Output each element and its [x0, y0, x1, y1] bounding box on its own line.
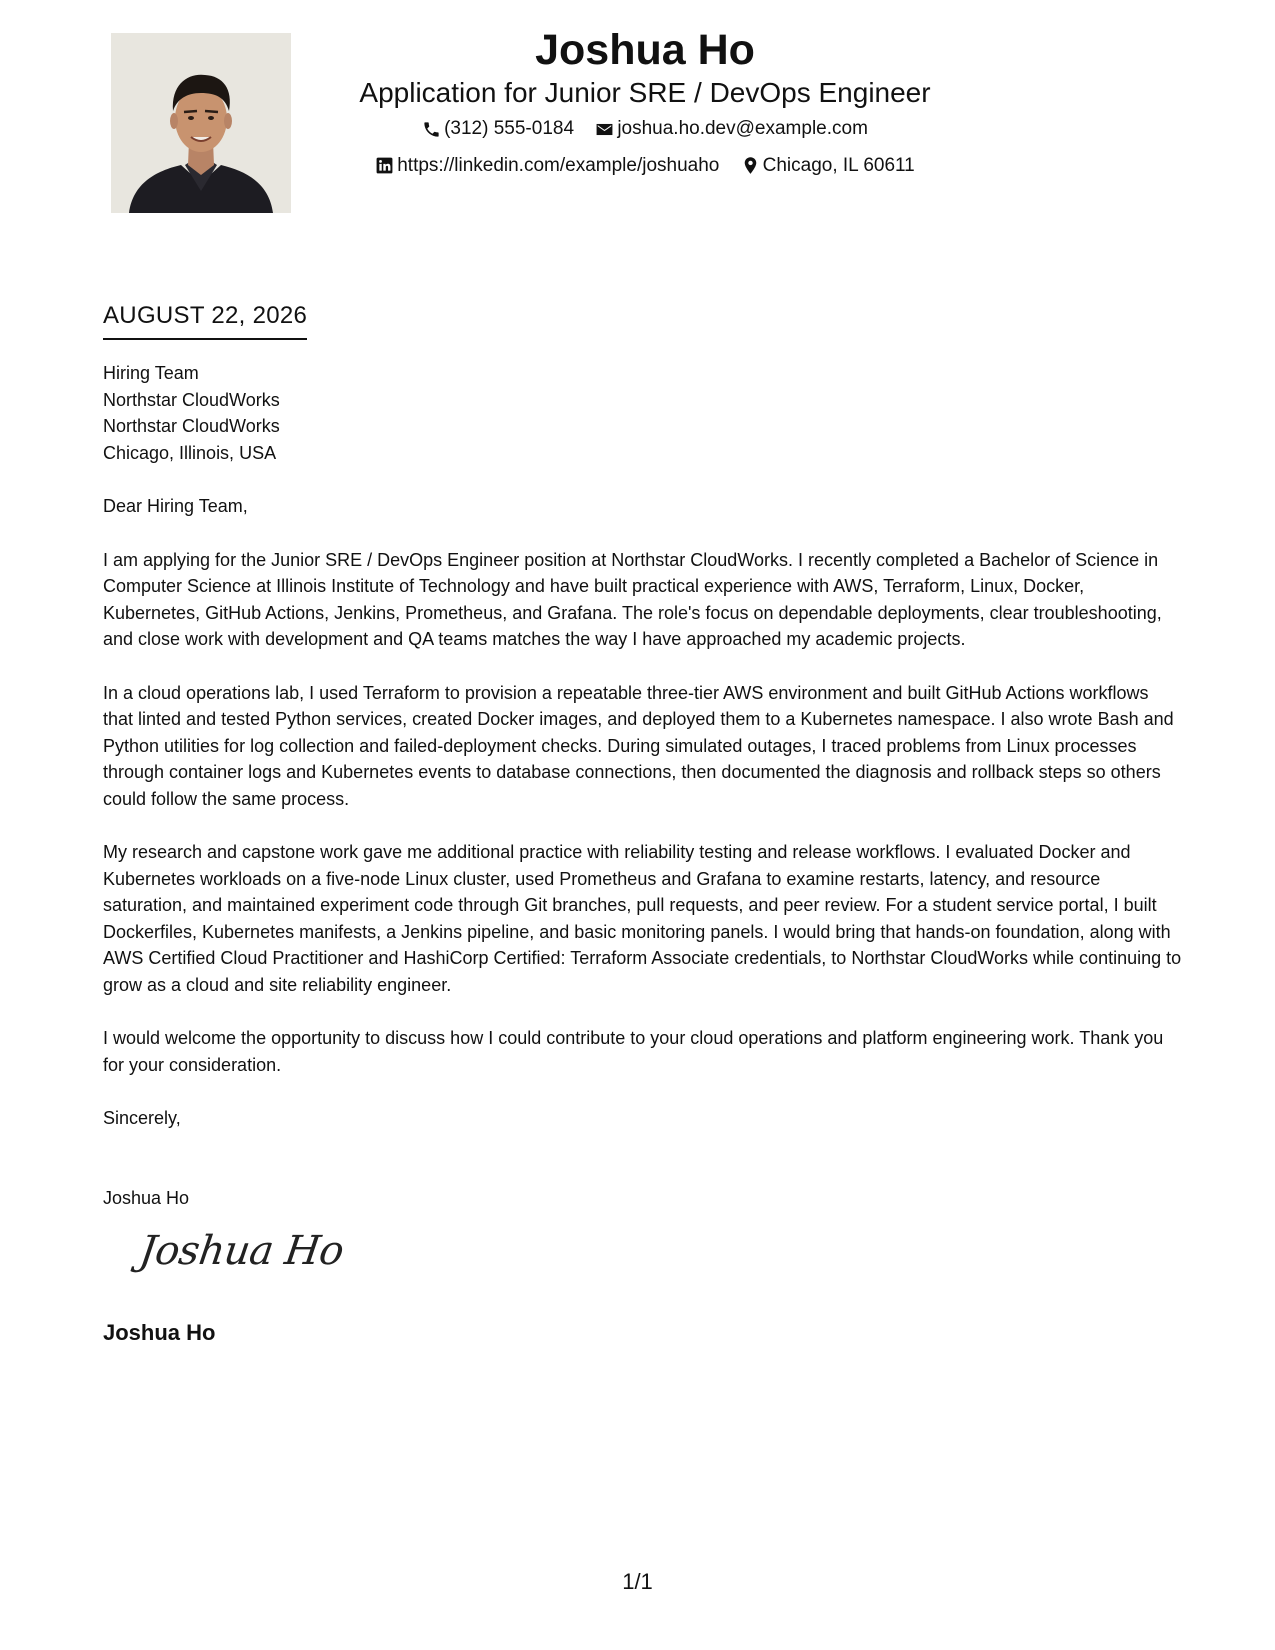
body-paragraph: My research and capstone work gave me additional practice with reliability testing and release workflows. I evaluated Docker and Kubernetes workloads on a five-node Linux cluster, used Prometheus and Grafana to examine restarts, latency, and resource saturation, and maintained experiment code through Git branches, pull requests, and peer review. For a student service portal, I built Dockerfiles, Kubernetes manifests, a Jenkins pipeline, and basic monitoring panels. I would bring that hands-on foundation, along with AWS Certified Cloud Practitioner and HashiCorp Certified: Terraform Associate credentials, to Northstar CloudWorks while continuing to grow as a cloud and site reliability engineer.: [103, 842, 1182, 995]
page-number: 1/1: [622, 1569, 653, 1594]
recipient-block: [103, 360, 1183, 466]
letter-header: [300, 24, 990, 183]
profile-photo: [111, 33, 291, 213]
contact-line-2: [300, 153, 990, 184]
recipient-line: Northstar CloudWorks: [103, 416, 280, 436]
letter-date: AUGUST 22, 2026: [103, 299, 307, 340]
email-address[interactable]: joshua.ho.dev@example.com: [617, 118, 868, 139]
applicant-name: Joshua Ho: [535, 26, 755, 74]
letter-body: [103, 360, 1183, 1211]
closing-name: Joshua Ho: [103, 1187, 190, 1208]
salutation: Dear Hiring Team,: [103, 496, 248, 516]
contact-line-1: [300, 116, 990, 147]
signature-name: Joshua Ho: [103, 1320, 216, 1345]
map-pin-icon: [741, 156, 760, 175]
body-paragraph: In a cloud operations lab, I used Terraform to provision a repeatable three-tier AWS environment and built GitHub Actions workflows that linted and tested Python services, created Docker images, and deployed them to a Kubernetes namespace. I also wrote Bash and Python utilities for log collection and failed-deployment checks. During simulated outages, I traced problems from Linux processes through container logs and Kubernetes events to database connections, then documented the diagnosis and rollback steps so others could follow the same process.: [103, 682, 1174, 809]
recipient-line: Hiring Team: [103, 363, 199, 383]
closing: Sincerely,: [103, 1108, 181, 1128]
phone-icon: [422, 120, 441, 139]
location-text: Chicago, IL 60611: [762, 154, 915, 176]
contact-location: [741, 153, 915, 179]
application-title: Application for Junior SRE / DevOps Engineer: [359, 77, 931, 108]
handwritten-signature: Joshua Ho: [136, 1228, 347, 1274]
envelope-icon: [595, 120, 614, 139]
recipient-line: Chicago, Illinois, USA: [103, 442, 277, 463]
linkedin-icon: [375, 156, 394, 175]
contact-phone: [422, 116, 574, 142]
contact-email[interactable]: [595, 116, 868, 142]
phone-number: (312) 555-0184: [444, 118, 575, 139]
body-paragraph: I would welcome the opportunity to discuss how I could contribute to your cloud operations and platform engineering work. Thank you for your consideration.: [103, 1028, 1164, 1075]
body-paragraph: I am applying for the Junior SRE / DevOps Engineer position at Northstar CloudWorks. I recently completed a Bachelor of Science in Computer Science at Illinois Institute of Technology and have built practical experience with AWS, Terraform, Linux, Docker, Kubernetes, GitHub Actions, Jenkins, Prometheus, and Grafana. The role's focus on dependable deployments, clear troubleshooting, and close work with development and QA teams matches the way I have approached my academic projects.: [103, 549, 1162, 649]
recipient-line: Northstar CloudWorks: [103, 389, 280, 410]
linkedin-url[interactable]: https://linkedin.com/example/joshuaho: [397, 154, 720, 176]
contact-linkedin[interactable]: [375, 153, 719, 179]
